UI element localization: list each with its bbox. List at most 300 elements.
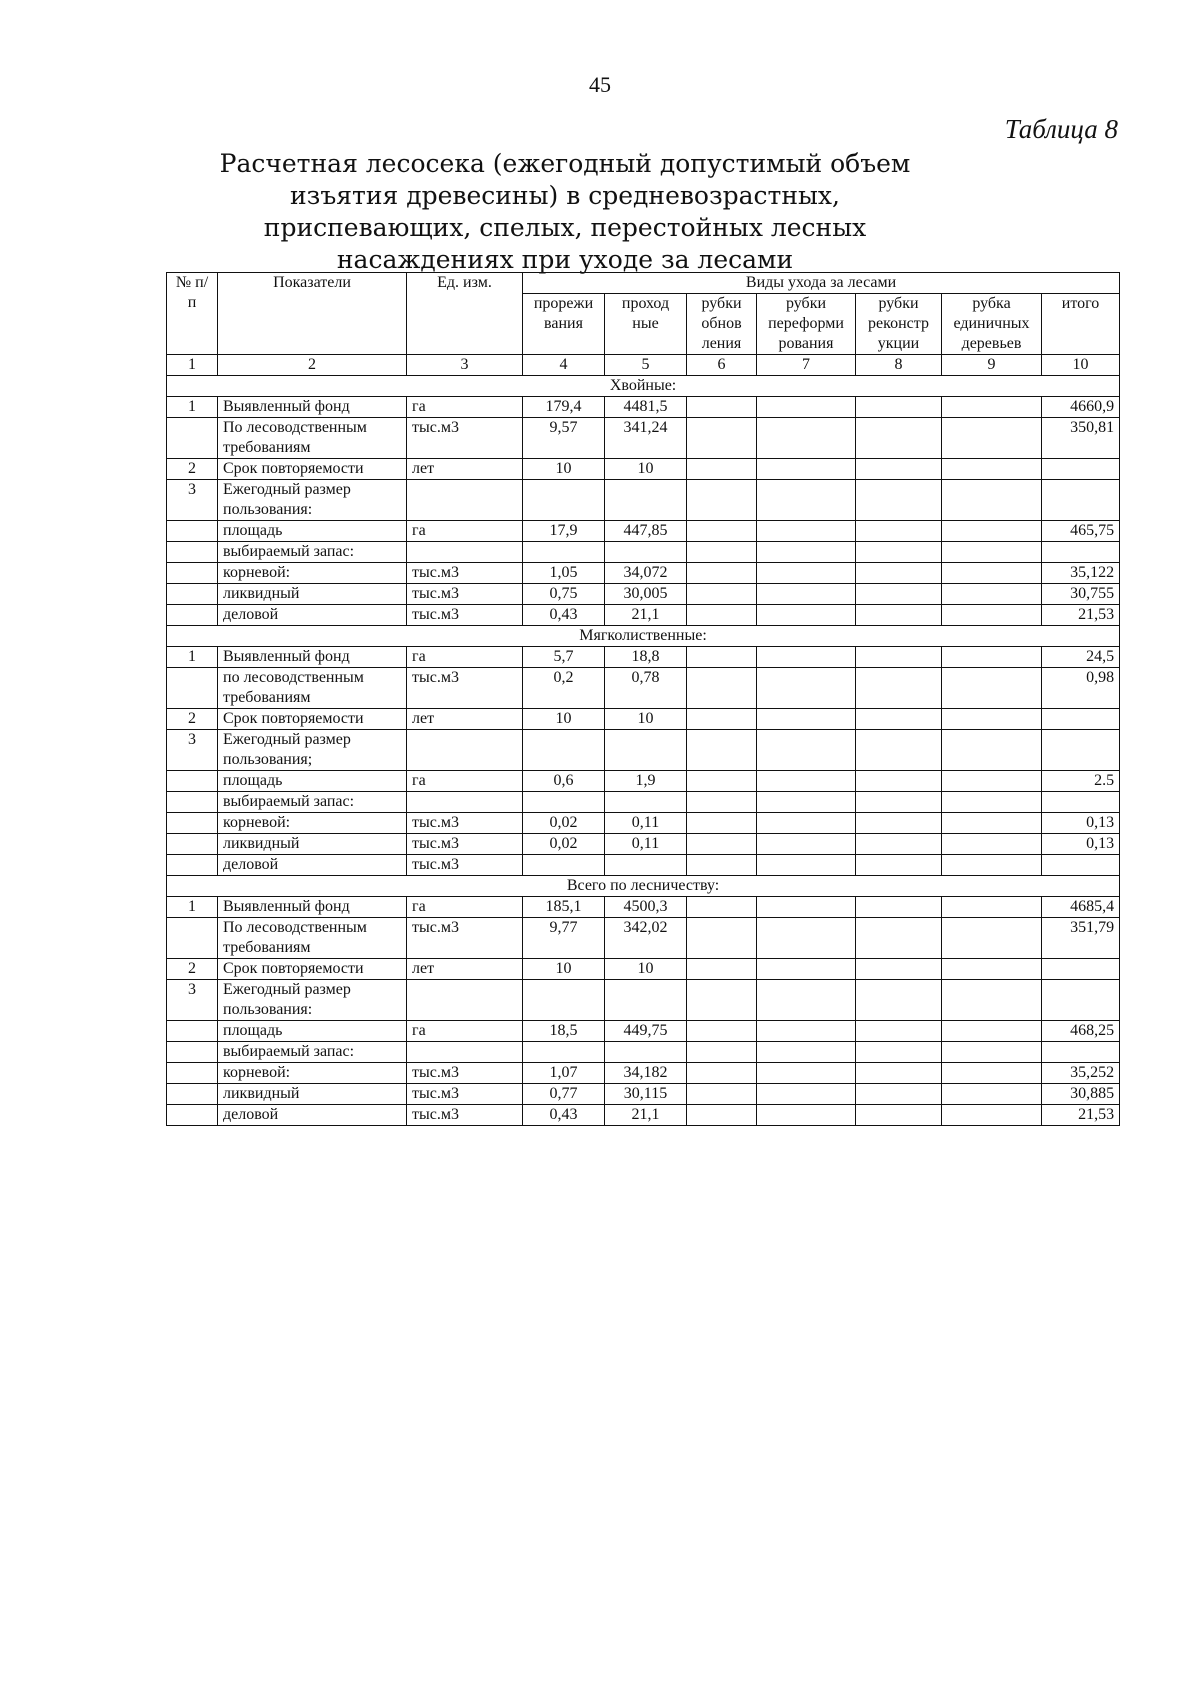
table-row (167, 397, 1120, 418)
indicator-cell: Ежегодный размер пользования: (218, 480, 407, 521)
column-number: 6 (687, 355, 757, 376)
total-cell (1042, 959, 1120, 980)
single-tree-cutting-cell (942, 668, 1042, 709)
indicator-cell: корневой: (218, 563, 407, 584)
row-number-cell (167, 771, 218, 792)
passage-cutting-value-cell: 341,24 (605, 418, 687, 459)
passage-cutting-value-cell: 449,75 (605, 1021, 687, 1042)
single-tree-cutting-cell (942, 605, 1042, 626)
thinning-value-cell (523, 730, 605, 771)
thinning-value-cell: 9,77 (523, 918, 605, 959)
table-row (167, 668, 1120, 709)
single-tree-cutting-cell (942, 771, 1042, 792)
thinning-value-cell (523, 542, 605, 563)
single-tree-cutting-cell (942, 584, 1042, 605)
row-number-cell (167, 1021, 218, 1042)
section-title: Всего по лесничеству: (167, 876, 1120, 897)
table-row (167, 584, 1120, 605)
column-number-row (167, 355, 1120, 376)
reconstruction-cutting-cell (856, 563, 942, 584)
renewal-cutting-cell (687, 1042, 757, 1063)
reconstruction-cutting-cell (856, 771, 942, 792)
table-row (167, 418, 1120, 459)
passage-cutting-value-cell: 447,85 (605, 521, 687, 542)
row-number-cell (167, 1042, 218, 1063)
table-row (167, 792, 1120, 813)
thinning-value-cell: 0,75 (523, 584, 605, 605)
row-number-cell (167, 1084, 218, 1105)
unit-cell: тыс.м3 (407, 918, 523, 959)
single-tree-cutting-cell (942, 980, 1042, 1021)
passage-cutting-value-cell: 21,1 (605, 1105, 687, 1126)
table-row (167, 959, 1120, 980)
reconstruction-cutting-cell (856, 1063, 942, 1084)
single-tree-cutting-cell (942, 542, 1042, 563)
single-tree-cutting-cell (942, 1105, 1042, 1126)
passage-cutting-value-cell (605, 1042, 687, 1063)
column-number: 5 (605, 355, 687, 376)
renewal-cutting-cell (687, 521, 757, 542)
renewal-cutting-cell (687, 418, 757, 459)
table-row (167, 771, 1120, 792)
single-tree-cutting-cell (942, 730, 1042, 771)
thinning-value-cell: 9,57 (523, 418, 605, 459)
total-cell (1042, 855, 1120, 876)
table-row (167, 897, 1120, 918)
unit-cell: тыс.м3 (407, 834, 523, 855)
indicator-cell: корневой: (218, 813, 407, 834)
unit-cell: га (407, 397, 523, 418)
table-row (167, 480, 1120, 521)
reconstruction-cutting-cell (856, 521, 942, 542)
passage-cutting-value-cell: 342,02 (605, 918, 687, 959)
page-number: 45 (589, 72, 611, 97)
row-number-cell (167, 563, 218, 584)
reformation-cutting-cell (757, 1084, 856, 1105)
reconstruction-cutting-cell (856, 668, 942, 709)
single-tree-cutting-cell (942, 1084, 1042, 1105)
passage-cutting-value-cell: 10 (605, 959, 687, 980)
total-cell (1042, 730, 1120, 771)
row-number-cell (167, 605, 218, 626)
renewal-cutting-cell (687, 1105, 757, 1126)
section-row (167, 376, 1120, 397)
renewal-cutting-cell (687, 855, 757, 876)
header-care-types: Виды ухода за лесами (523, 273, 1120, 294)
indicator-cell: Выявленный фонд (218, 897, 407, 918)
unit-cell: га (407, 771, 523, 792)
total-cell: 35,252 (1042, 1063, 1120, 1084)
renewal-cutting-cell (687, 709, 757, 730)
renewal-cutting-cell (687, 834, 757, 855)
reconstruction-cutting-cell (856, 834, 942, 855)
passage-cutting-value-cell (605, 855, 687, 876)
table-row (167, 918, 1120, 959)
total-cell (1042, 980, 1120, 1021)
reconstruction-cutting-cell (856, 459, 942, 480)
reconstruction-cutting-cell (856, 605, 942, 626)
indicator-cell: ликвидный (218, 584, 407, 605)
unit-cell: га (407, 897, 523, 918)
renewal-cutting-cell (687, 897, 757, 918)
row-number-cell (167, 813, 218, 834)
passage-cutting-value-cell: 0,11 (605, 813, 687, 834)
header-col-4: прорежи вания (523, 294, 605, 355)
indicator-cell: деловой (218, 855, 407, 876)
thinning-value-cell: 5,7 (523, 647, 605, 668)
total-cell (1042, 459, 1120, 480)
total-cell: 4685,4 (1042, 897, 1120, 918)
table-row (167, 563, 1120, 584)
reconstruction-cutting-cell (856, 584, 942, 605)
passage-cutting-value-cell: 34,072 (605, 563, 687, 584)
reconstruction-cutting-cell (856, 709, 942, 730)
indicator-cell: по лесоводственным требованиям (218, 668, 407, 709)
thinning-value-cell (523, 1042, 605, 1063)
header-col-5: проход ные (605, 294, 687, 355)
unit-cell: лет (407, 709, 523, 730)
thinning-value-cell: 1,05 (523, 563, 605, 584)
section-row (167, 626, 1120, 647)
reformation-cutting-cell (757, 813, 856, 834)
column-number: 9 (942, 355, 1042, 376)
renewal-cutting-cell (687, 730, 757, 771)
single-tree-cutting-cell (942, 709, 1042, 730)
section-title: Мягколиственные: (167, 626, 1120, 647)
reformation-cutting-cell (757, 459, 856, 480)
indicator-cell: корневой: (218, 1063, 407, 1084)
indicator-cell: ликвидный (218, 834, 407, 855)
reconstruction-cutting-cell (856, 813, 942, 834)
reconstruction-cutting-cell (856, 730, 942, 771)
total-cell: 0,13 (1042, 834, 1120, 855)
thinning-value-cell: 10 (523, 459, 605, 480)
table-row (167, 813, 1120, 834)
unit-cell: тыс.м3 (407, 563, 523, 584)
single-tree-cutting-cell (942, 563, 1042, 584)
total-cell (1042, 542, 1120, 563)
reformation-cutting-cell (757, 1042, 856, 1063)
indicator-cell: площадь (218, 771, 407, 792)
table-row (167, 1084, 1120, 1105)
indicator-cell: Ежегодный размер пользования; (218, 730, 407, 771)
thinning-value-cell: 179,4 (523, 397, 605, 418)
row-number-cell: 3 (167, 480, 218, 521)
indicator-cell: Ежегодный размер пользования: (218, 980, 407, 1021)
reconstruction-cutting-cell (856, 397, 942, 418)
table-row (167, 1105, 1120, 1126)
passage-cutting-value-cell: 21,1 (605, 605, 687, 626)
reconstruction-cutting-cell (856, 1042, 942, 1063)
thinning-value-cell: 10 (523, 709, 605, 730)
indicator-cell: По лесоводственным требованиям (218, 918, 407, 959)
total-cell: 351,79 (1042, 918, 1120, 959)
reconstruction-cutting-cell (856, 1105, 942, 1126)
row-number-cell: 2 (167, 959, 218, 980)
total-cell: 350,81 (1042, 418, 1120, 459)
row-number-cell (167, 418, 218, 459)
total-cell: 2.5 (1042, 771, 1120, 792)
passage-cutting-value-cell: 30,115 (605, 1084, 687, 1105)
reformation-cutting-cell (757, 542, 856, 563)
reformation-cutting-cell (757, 668, 856, 709)
unit-cell: тыс.м3 (407, 1063, 523, 1084)
reformation-cutting-cell (757, 771, 856, 792)
row-number-cell (167, 668, 218, 709)
passage-cutting-value-cell: 34,182 (605, 1063, 687, 1084)
thinning-value-cell: 0,2 (523, 668, 605, 709)
row-number-cell: 1 (167, 647, 218, 668)
table-row (167, 1063, 1120, 1084)
passage-cutting-value-cell: 10 (605, 709, 687, 730)
table-row (167, 730, 1120, 771)
indicator-cell: Срок повторяемости (218, 709, 407, 730)
table-row (167, 980, 1120, 1021)
reformation-cutting-cell (757, 897, 856, 918)
reconstruction-cutting-cell (856, 1021, 942, 1042)
thinning-value-cell: 0,6 (523, 771, 605, 792)
indicator-cell: Выявленный фонд (218, 647, 407, 668)
thinning-value-cell: 1,07 (523, 1063, 605, 1084)
reconstruction-cutting-cell (856, 918, 942, 959)
column-number: 2 (218, 355, 407, 376)
indicator-cell: По лесоводственным требованиям (218, 418, 407, 459)
unit-cell: тыс.м3 (407, 1105, 523, 1126)
row-number-cell (167, 918, 218, 959)
header-num: № п/п (167, 273, 218, 355)
table-body (167, 355, 1120, 1126)
column-number: 10 (1042, 355, 1120, 376)
table-row (167, 855, 1120, 876)
indicator-cell: Выявленный фонд (218, 397, 407, 418)
single-tree-cutting-cell (942, 459, 1042, 480)
passage-cutting-value-cell (605, 792, 687, 813)
thinning-value-cell: 0,77 (523, 1084, 605, 1105)
thinning-value-cell: 0,02 (523, 813, 605, 834)
renewal-cutting-cell (687, 542, 757, 563)
table-row (167, 459, 1120, 480)
renewal-cutting-cell (687, 668, 757, 709)
reformation-cutting-cell (757, 563, 856, 584)
row-number-cell: 3 (167, 980, 218, 1021)
row-number-cell (167, 855, 218, 876)
header-unit: Ед. изм. (407, 273, 523, 355)
thinning-value-cell (523, 855, 605, 876)
section-title: Хвойные: (167, 376, 1120, 397)
row-number-cell (167, 584, 218, 605)
single-tree-cutting-cell (942, 855, 1042, 876)
total-cell: 30,755 (1042, 584, 1120, 605)
passage-cutting-value-cell: 0,11 (605, 834, 687, 855)
reformation-cutting-cell (757, 1063, 856, 1084)
renewal-cutting-cell (687, 605, 757, 626)
renewal-cutting-cell (687, 480, 757, 521)
table-title: Расчетная лесосека (ежегодный допустимый объем изъятия древесины) в средневозрастных, приспевающих, спелых, перестойных лесных насаждениях при уходе за лесами (219, 149, 911, 274)
passage-cutting-value-cell (605, 542, 687, 563)
indicator-cell: Срок повторяемости (218, 959, 407, 980)
unit-cell: тыс.м3 (407, 813, 523, 834)
unit-cell (407, 730, 523, 771)
header-indicators: Показатели (218, 273, 407, 355)
reformation-cutting-cell (757, 709, 856, 730)
reconstruction-cutting-cell (856, 1084, 942, 1105)
row-number-cell: 2 (167, 709, 218, 730)
indicator-cell: выбираемый запас: (218, 1042, 407, 1063)
thinning-value-cell (523, 792, 605, 813)
unit-cell: тыс.м3 (407, 1084, 523, 1105)
single-tree-cutting-cell (942, 480, 1042, 521)
renewal-cutting-cell (687, 792, 757, 813)
row-number-cell: 1 (167, 397, 218, 418)
reconstruction-cutting-cell (856, 897, 942, 918)
thinning-value-cell: 0,43 (523, 605, 605, 626)
reformation-cutting-cell (757, 397, 856, 418)
total-cell: 35,122 (1042, 563, 1120, 584)
row-number-cell (167, 1105, 218, 1126)
renewal-cutting-cell (687, 771, 757, 792)
table-label: Таблица 8 (1004, 114, 1118, 144)
unit-cell: га (407, 1021, 523, 1042)
thinning-value-cell: 0,43 (523, 1105, 605, 1126)
unit-cell: тыс.м3 (407, 605, 523, 626)
passage-cutting-value-cell: 1,9 (605, 771, 687, 792)
unit-cell (407, 980, 523, 1021)
passage-cutting-value-cell: 4481,5 (605, 397, 687, 418)
single-tree-cutting-cell (942, 1021, 1042, 1042)
passage-cutting-value-cell: 4500,3 (605, 897, 687, 918)
single-tree-cutting-cell (942, 959, 1042, 980)
reformation-cutting-cell (757, 647, 856, 668)
renewal-cutting-cell (687, 563, 757, 584)
unit-cell: тыс.м3 (407, 668, 523, 709)
total-cell (1042, 792, 1120, 813)
column-number: 8 (856, 355, 942, 376)
thinning-value-cell: 0,02 (523, 834, 605, 855)
unit-cell: тыс.м3 (407, 855, 523, 876)
header-col-6: рубки обнов ления (687, 294, 757, 355)
unit-cell: лет (407, 959, 523, 980)
row-number-cell: 3 (167, 730, 218, 771)
renewal-cutting-cell (687, 918, 757, 959)
unit-cell (407, 792, 523, 813)
reformation-cutting-cell (757, 605, 856, 626)
row-number-cell (167, 1063, 218, 1084)
renewal-cutting-cell (687, 459, 757, 480)
table-row (167, 709, 1120, 730)
passage-cutting-value-cell: 10 (605, 459, 687, 480)
reconstruction-cutting-cell (856, 647, 942, 668)
table-row (167, 834, 1120, 855)
total-cell: 0,98 (1042, 668, 1120, 709)
thinning-value-cell: 17,9 (523, 521, 605, 542)
table-row (167, 521, 1120, 542)
reconstruction-cutting-cell (856, 542, 942, 563)
renewal-cutting-cell (687, 397, 757, 418)
indicator-cell: деловой (218, 605, 407, 626)
renewal-cutting-cell (687, 647, 757, 668)
total-cell: 30,885 (1042, 1084, 1120, 1105)
reconstruction-cutting-cell (856, 959, 942, 980)
total-cell (1042, 480, 1120, 521)
table-row (167, 1042, 1120, 1063)
reformation-cutting-cell (757, 730, 856, 771)
header-col-8: рубки реконстр укции (856, 294, 942, 355)
indicator-cell: площадь (218, 1021, 407, 1042)
forest-care-table (166, 272, 1120, 1126)
table-row (167, 605, 1120, 626)
unit-cell: тыс.м3 (407, 584, 523, 605)
unit-cell (407, 542, 523, 563)
column-number: 7 (757, 355, 856, 376)
table-row (167, 647, 1120, 668)
column-number: 3 (407, 355, 523, 376)
section-row (167, 876, 1120, 897)
total-cell: 21,53 (1042, 1105, 1120, 1126)
row-number-cell (167, 834, 218, 855)
thinning-value-cell: 10 (523, 959, 605, 980)
single-tree-cutting-cell (942, 418, 1042, 459)
row-number-cell (167, 521, 218, 542)
thinning-value-cell: 185,1 (523, 897, 605, 918)
single-tree-cutting-cell (942, 897, 1042, 918)
row-number-cell (167, 542, 218, 563)
column-number: 4 (523, 355, 605, 376)
total-cell (1042, 1042, 1120, 1063)
reformation-cutting-cell (757, 792, 856, 813)
reconstruction-cutting-cell (856, 418, 942, 459)
unit-cell (407, 1042, 523, 1063)
indicator-cell: выбираемый запас: (218, 792, 407, 813)
reformation-cutting-cell (757, 855, 856, 876)
row-number-cell: 2 (167, 459, 218, 480)
thinning-value-cell (523, 980, 605, 1021)
reformation-cutting-cell (757, 521, 856, 542)
total-cell: 468,25 (1042, 1021, 1120, 1042)
indicator-cell: Срок повторяемости (218, 459, 407, 480)
reformation-cutting-cell (757, 959, 856, 980)
unit-cell: га (407, 521, 523, 542)
indicator-cell: выбираемый запас: (218, 542, 407, 563)
reconstruction-cutting-cell (856, 480, 942, 521)
unit-cell: тыс.м3 (407, 418, 523, 459)
header-col-10: итого (1042, 294, 1120, 355)
column-number: 1 (167, 355, 218, 376)
single-tree-cutting-cell (942, 1042, 1042, 1063)
single-tree-cutting-cell (942, 918, 1042, 959)
reformation-cutting-cell (757, 1021, 856, 1042)
reformation-cutting-cell (757, 834, 856, 855)
unit-cell: лет (407, 459, 523, 480)
single-tree-cutting-cell (942, 647, 1042, 668)
passage-cutting-value-cell: 0,78 (605, 668, 687, 709)
renewal-cutting-cell (687, 1021, 757, 1042)
renewal-cutting-cell (687, 1084, 757, 1105)
row-number-cell: 1 (167, 897, 218, 918)
reformation-cutting-cell (757, 980, 856, 1021)
renewal-cutting-cell (687, 584, 757, 605)
total-cell: 465,75 (1042, 521, 1120, 542)
indicator-cell: деловой (218, 1105, 407, 1126)
single-tree-cutting-cell (942, 834, 1042, 855)
indicator-cell: площадь (218, 521, 407, 542)
reformation-cutting-cell (757, 418, 856, 459)
single-tree-cutting-cell (942, 792, 1042, 813)
reformation-cutting-cell (757, 584, 856, 605)
reconstruction-cutting-cell (856, 980, 942, 1021)
unit-cell: га (407, 647, 523, 668)
reformation-cutting-cell (757, 1105, 856, 1126)
unit-cell (407, 480, 523, 521)
